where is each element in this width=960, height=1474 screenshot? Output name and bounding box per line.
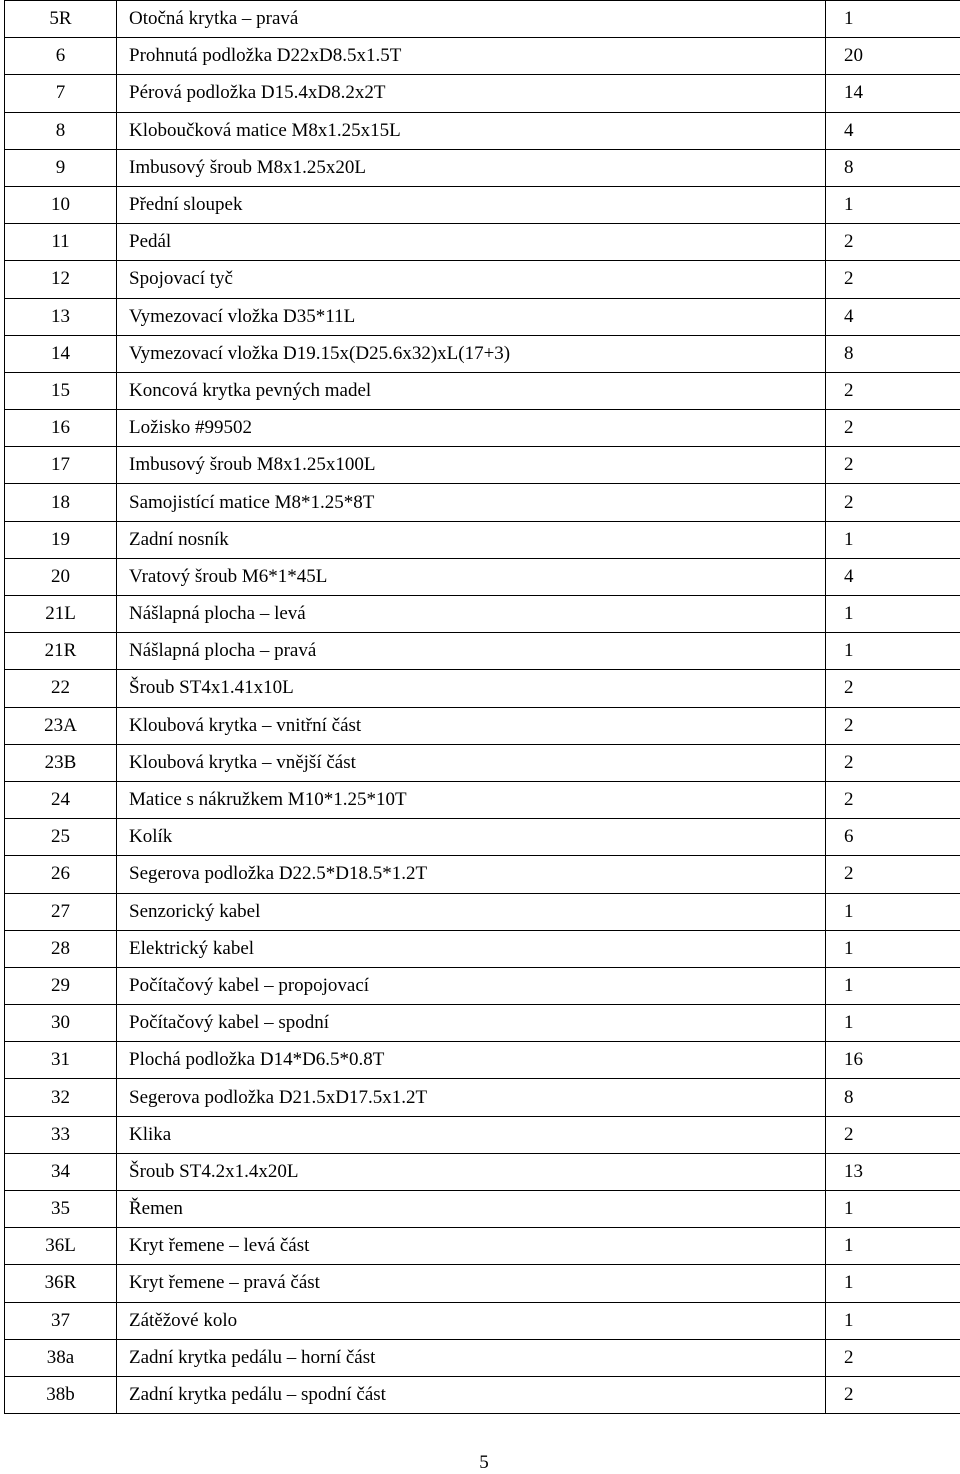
part-quantity: 2 [826,484,960,521]
part-quantity: 2 [826,224,960,261]
part-quantity: 14 [826,75,960,112]
part-quantity: 13 [826,1153,960,1190]
part-name: Počítačový kabel – spodní [117,1005,826,1042]
table-row [5,633,960,670]
part-quantity: 1 [826,1228,960,1265]
page-number: 5 [0,1452,960,1474]
part-quantity: 2 [826,1376,960,1413]
part-position: 24 [5,781,117,818]
table-row [5,38,960,75]
table-row [5,410,960,447]
part-position: 16 [5,410,117,447]
part-position: 27 [5,893,117,930]
part-name: Vymezovací vložka D35*11L [117,298,826,335]
part-name: Řemen [117,1191,826,1228]
part-quantity: 2 [826,670,960,707]
part-quantity: 2 [826,410,960,447]
part-position: 28 [5,930,117,967]
part-position: 21R [5,633,117,670]
part-position: 7 [5,75,117,112]
part-name: Vratový šroub M6*1*45L [117,558,826,595]
part-position: 19 [5,521,117,558]
parts-table-body [5,1,960,1414]
table-row [5,967,960,1004]
table-row [5,1,960,38]
part-quantity: 2 [826,372,960,409]
table-row [5,1228,960,1265]
part-quantity: 1 [826,1265,960,1302]
part-position: 10 [5,186,117,223]
part-position: 20 [5,558,117,595]
table-row [5,261,960,298]
part-position: 6 [5,38,117,75]
part-name: Pérová podložka D15.4xD8.2x2T [117,75,826,112]
table-row [5,186,960,223]
part-name: Zadní krytka pedálu – spodní část [117,1376,826,1413]
part-position: 23B [5,744,117,781]
table-row [5,372,960,409]
table-row [5,893,960,930]
part-quantity: 4 [826,558,960,595]
table-row [5,1265,960,1302]
part-position: 29 [5,967,117,1004]
part-name: Senzorický kabel [117,893,826,930]
part-name: Imbusový šroub M8x1.25x20L [117,149,826,186]
part-position: 21L [5,596,117,633]
part-quantity: 1 [826,186,960,223]
part-name: Vymezovací vložka D19.15x(D25.6x32)xL(17+3) [117,335,826,372]
part-quantity: 1 [826,1005,960,1042]
part-quantity: 4 [826,298,960,335]
table-row [5,558,960,595]
part-quantity: 1 [826,1,960,38]
part-quantity: 1 [826,633,960,670]
part-name: Šroub ST4.2x1.4x20L [117,1153,826,1190]
part-name: Zátěžové kolo [117,1302,826,1339]
part-quantity: 2 [826,261,960,298]
part-quantity: 8 [826,149,960,186]
part-position: 22 [5,670,117,707]
part-name: Elektrický kabel [117,930,826,967]
table-row [5,670,960,707]
part-name: Samojistící matice M8*1.25*8T [117,484,826,521]
part-position: 37 [5,1302,117,1339]
part-name: Kryt řemene – pravá část [117,1265,826,1302]
table-row [5,1153,960,1190]
part-quantity: 1 [826,521,960,558]
part-name: Kloubová krytka – vnější část [117,744,826,781]
part-name: Zadní krytka pedálu – horní část [117,1339,826,1376]
parts-table [4,0,960,1414]
part-name: Kolík [117,819,826,856]
part-position: 11 [5,224,117,261]
table-row [5,149,960,186]
part-quantity: 2 [826,1339,960,1376]
part-position: 32 [5,1079,117,1116]
table-row [5,819,960,856]
part-position: 34 [5,1153,117,1190]
part-position: 18 [5,484,117,521]
part-name: Prohnutá podložka D22xD8.5x1.5T [117,38,826,75]
part-name: Koncová krytka pevných madel [117,372,826,409]
part-quantity: 2 [826,744,960,781]
part-name: Otočná krytka – pravá [117,1,826,38]
part-name: Nášlapná plocha – levá [117,596,826,633]
table-row [5,1005,960,1042]
part-name: Nášlapná plocha – pravá [117,633,826,670]
part-quantity: 1 [826,1191,960,1228]
part-position: 30 [5,1005,117,1042]
part-position: 12 [5,261,117,298]
table-row [5,707,960,744]
part-quantity: 2 [826,781,960,818]
part-quantity: 2 [826,1116,960,1153]
part-position: 35 [5,1191,117,1228]
table-row [5,930,960,967]
table-row [5,521,960,558]
part-name: Segerova podložka D21.5xD17.5x1.2T [117,1079,826,1116]
table-row [5,596,960,633]
table-row [5,1042,960,1079]
table-row [5,75,960,112]
table-row [5,781,960,818]
part-quantity: 1 [826,1302,960,1339]
part-quantity: 1 [826,967,960,1004]
part-quantity: 6 [826,819,960,856]
part-name: Přední sloupek [117,186,826,223]
part-position: 36L [5,1228,117,1265]
part-position: 13 [5,298,117,335]
table-row [5,1079,960,1116]
table-row [5,335,960,372]
part-name: Šroub ST4x1.41x10L [117,670,826,707]
part-name: Pedál [117,224,826,261]
part-name: Spojovací tyč [117,261,826,298]
part-position: 5R [5,1,117,38]
part-name: Zadní nosník [117,521,826,558]
part-name: Počítačový kabel – propojovací [117,967,826,1004]
table-row [5,112,960,149]
table-row [5,744,960,781]
part-position: 38b [5,1376,117,1413]
part-position: 26 [5,856,117,893]
part-quantity: 2 [826,447,960,484]
part-quantity: 1 [826,596,960,633]
part-quantity: 1 [826,893,960,930]
part-position: 14 [5,335,117,372]
table-row [5,484,960,521]
table-row [5,1376,960,1413]
part-position: 38a [5,1339,117,1376]
part-name: Kloubová krytka – vnitřní část [117,707,826,744]
part-name: Plochá podložka D14*D6.5*0.8T [117,1042,826,1079]
part-name: Klika [117,1116,826,1153]
part-position: 8 [5,112,117,149]
part-quantity: 8 [826,1079,960,1116]
part-position: 25 [5,819,117,856]
part-position: 33 [5,1116,117,1153]
part-position: 9 [5,149,117,186]
part-name: Segerova podložka D22.5*D18.5*1.2T [117,856,826,893]
part-quantity: 4 [826,112,960,149]
part-quantity: 8 [826,335,960,372]
part-name: Kryt řemene – levá část [117,1228,826,1265]
part-quantity: 2 [826,707,960,744]
part-name: Kloboučková matice M8x1.25x15L [117,112,826,149]
part-name: Imbusový šroub M8x1.25x100L [117,447,826,484]
table-row [5,1191,960,1228]
table-row [5,298,960,335]
table-row [5,856,960,893]
part-name: Ložisko #99502 [117,410,826,447]
part-quantity: 20 [826,38,960,75]
table-row [5,224,960,261]
table-row [5,1302,960,1339]
part-position: 15 [5,372,117,409]
part-position: 23A [5,707,117,744]
part-quantity: 1 [826,930,960,967]
part-quantity: 2 [826,856,960,893]
part-quantity: 16 [826,1042,960,1079]
table-row [5,1116,960,1153]
part-name: Matice s nákružkem M10*1.25*10T [117,781,826,818]
part-position: 31 [5,1042,117,1079]
table-row [5,1339,960,1376]
part-position: 17 [5,447,117,484]
part-position: 36R [5,1265,117,1302]
table-row [5,447,960,484]
